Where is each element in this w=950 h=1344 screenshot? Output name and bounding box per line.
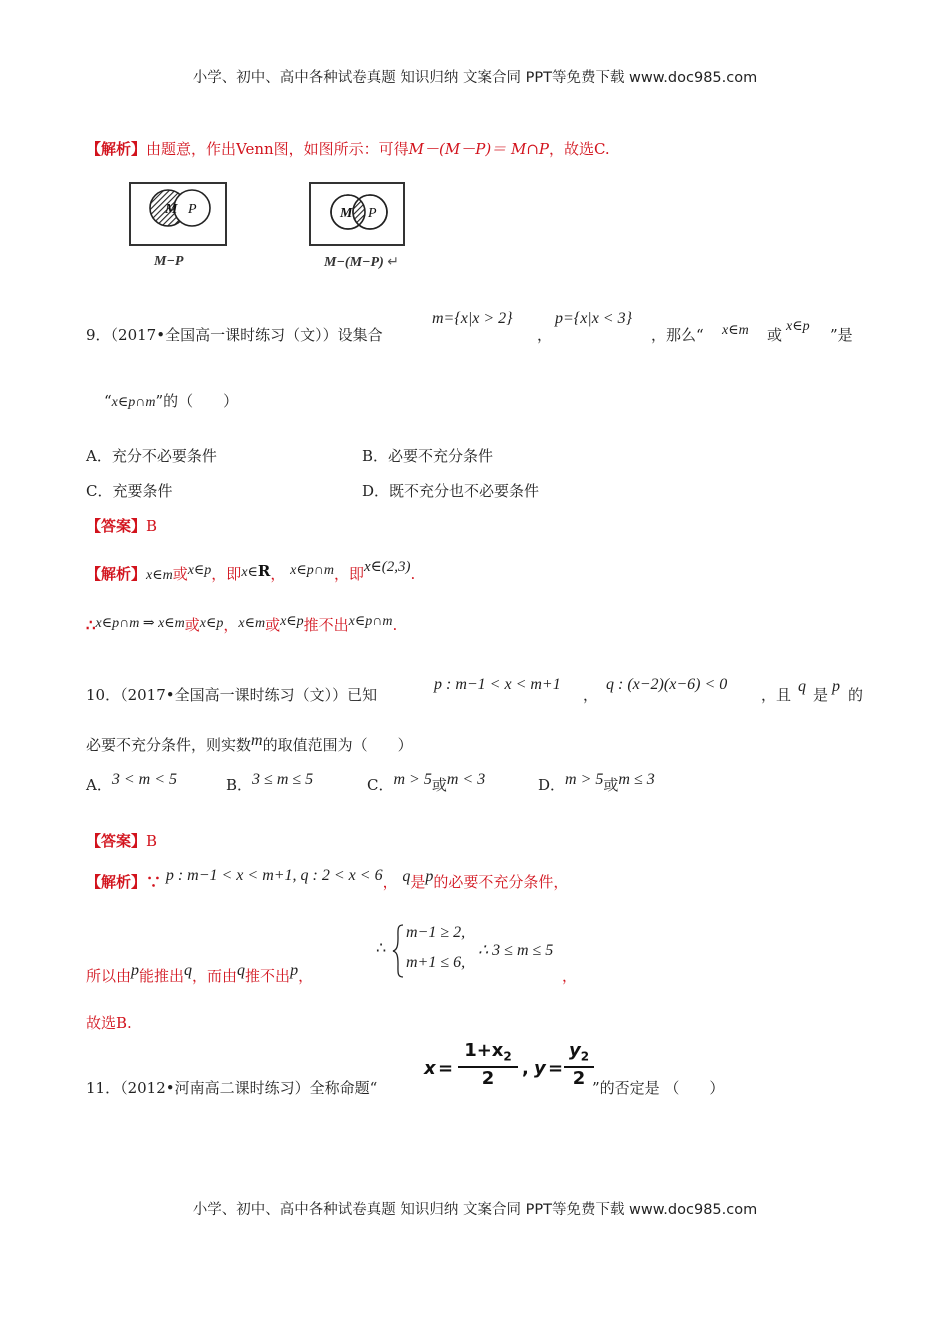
- system-result: ∴ 3 ≤ m ≤ 5: [478, 942, 554, 959]
- q11-stem: [86, 1077, 377, 1098]
- q10-q-def: q : (x−2)(x−6) < 0: [606, 676, 728, 693]
- system-row1: m−1 ≥ 2,: [406, 924, 466, 941]
- q9-cond-c: x∈p∩m: [111, 395, 156, 410]
- q10-stem-line1: [86, 684, 377, 705]
- venn1-caption: M−P: [154, 254, 184, 269]
- q9-cond-b: x∈p: [786, 319, 810, 334]
- q9-set-p: p={x|x < 3}: [555, 310, 632, 327]
- system-row2: m+1 ≤ 6,: [406, 954, 466, 971]
- q10-stem-line2: 必要不充分条件，则实数m的取值范围为（ ）: [86, 732, 413, 754]
- venn2-label-m: M: [340, 206, 353, 221]
- q11-frac2-num: $y_2$: [568, 1040, 590, 1064]
- q9-option-d: D．既不充分也不必要条件: [362, 482, 540, 500]
- q9-option-c: C．充要条件: [86, 482, 173, 500]
- return-mark: ↵: [387, 255, 399, 270]
- q10-option-c: C．m > 5或m < 3: [367, 771, 486, 794]
- q9-source: （2017•全国高一课时练习（文））设集合: [110, 326, 383, 344]
- q8-analysis-line: [86, 138, 610, 159]
- q9-answer: [86, 515, 157, 536]
- venn-diagram-m-minus-m-minus-p: [308, 180, 408, 250]
- page-header: 小学、初中、高中各种试卷真题 知识归纳 文案合同 PPT等免费下载 www.doc985.com: [192, 70, 758, 86]
- q9-stem-line1: [86, 324, 383, 345]
- q10-final: 故选B.: [86, 1014, 132, 1032]
- q11-source: （2012•河南高二课时练习）全称命题“: [120, 1079, 378, 1097]
- q9-comma: ，: [537, 326, 553, 344]
- page-footer: 小学、初中、高中各种试卷真题 知识归纳 文案合同 PPT等免费下载 www.doc985.com: [192, 1202, 758, 1218]
- venn-diagram-m-minus-p: [128, 180, 230, 250]
- q9-set-m: m={x|x > 2}: [432, 310, 513, 327]
- venn1-label-m: M: [165, 202, 178, 217]
- q9-or: 或: [767, 326, 783, 344]
- q9-option-a: A．充分不必要条件: [86, 447, 217, 465]
- brace-icon: [392, 924, 404, 978]
- q8-analysis-text: 由题意，作出Venn图，如图所示：可得: [146, 140, 409, 158]
- venn2-caption: M−(M−P) ↵: [324, 255, 399, 270]
- q9-cond-a: x∈m: [722, 323, 749, 338]
- q10-p-def: p : m−1 < x < m+1: [434, 676, 561, 693]
- q10-option-a: A．3 < m < 5: [86, 771, 177, 794]
- q11-tail: ”的否定是 （ ）: [592, 1079, 725, 1097]
- q9-then: ，那么“: [651, 326, 704, 344]
- q10-number: 10．: [86, 686, 121, 704]
- q8-formula: M－(M－P)＝ M∩P: [408, 140, 549, 158]
- analysis-tag: 【解析】: [86, 140, 147, 158]
- q10-option-b: B．3 ≤ m ≤ 5: [226, 771, 314, 794]
- venn2-label-p: P: [368, 206, 377, 221]
- q11-frac1-num: $1+x_2$: [464, 1040, 512, 1064]
- q9-analysis-line2: ∴x∈p∩m ⇒ x∈m或x∈p，x∈m或x∈p推不出x∈p∩m.: [86, 614, 398, 634]
- q11-frac1-den: 2: [481, 1068, 495, 1089]
- q9-is: ”是: [830, 326, 853, 344]
- q10-source: （2017•全国高一课时练习（文））已知: [120, 686, 378, 704]
- q9-analysis-line1: 【解析】x∈m或x∈p，即x∈R， x∈p∩m，即x∈(2,3).: [86, 559, 416, 583]
- q8-analysis-end: ，故选C.: [548, 140, 610, 158]
- q11-number: 11．: [86, 1079, 121, 1097]
- q11-frac2-den: 2: [572, 1068, 586, 1089]
- q9-number: 9．: [86, 326, 111, 344]
- q10-analysis-line1: 【解析】∵ p : m−1 < x < m+1, q : 2 < x < 6， q是p的必要不充分条件，: [86, 867, 569, 891]
- answer-value: B: [146, 517, 158, 535]
- answer-tag: 【答案】: [86, 517, 147, 535]
- q10-answer: 【答案】B: [86, 832, 158, 850]
- venn1-label-p: P: [188, 202, 197, 217]
- q10-analysis-line2: 所以由p能推出q，而由q推不出p，: [86, 962, 314, 985]
- q9-stem-line2: “x∈p∩m”的（ ）: [104, 392, 239, 410]
- q9-option-b: B．必要不充分条件: [362, 447, 494, 465]
- q10-option-d: D．m > 5或m ≤ 3: [538, 771, 655, 794]
